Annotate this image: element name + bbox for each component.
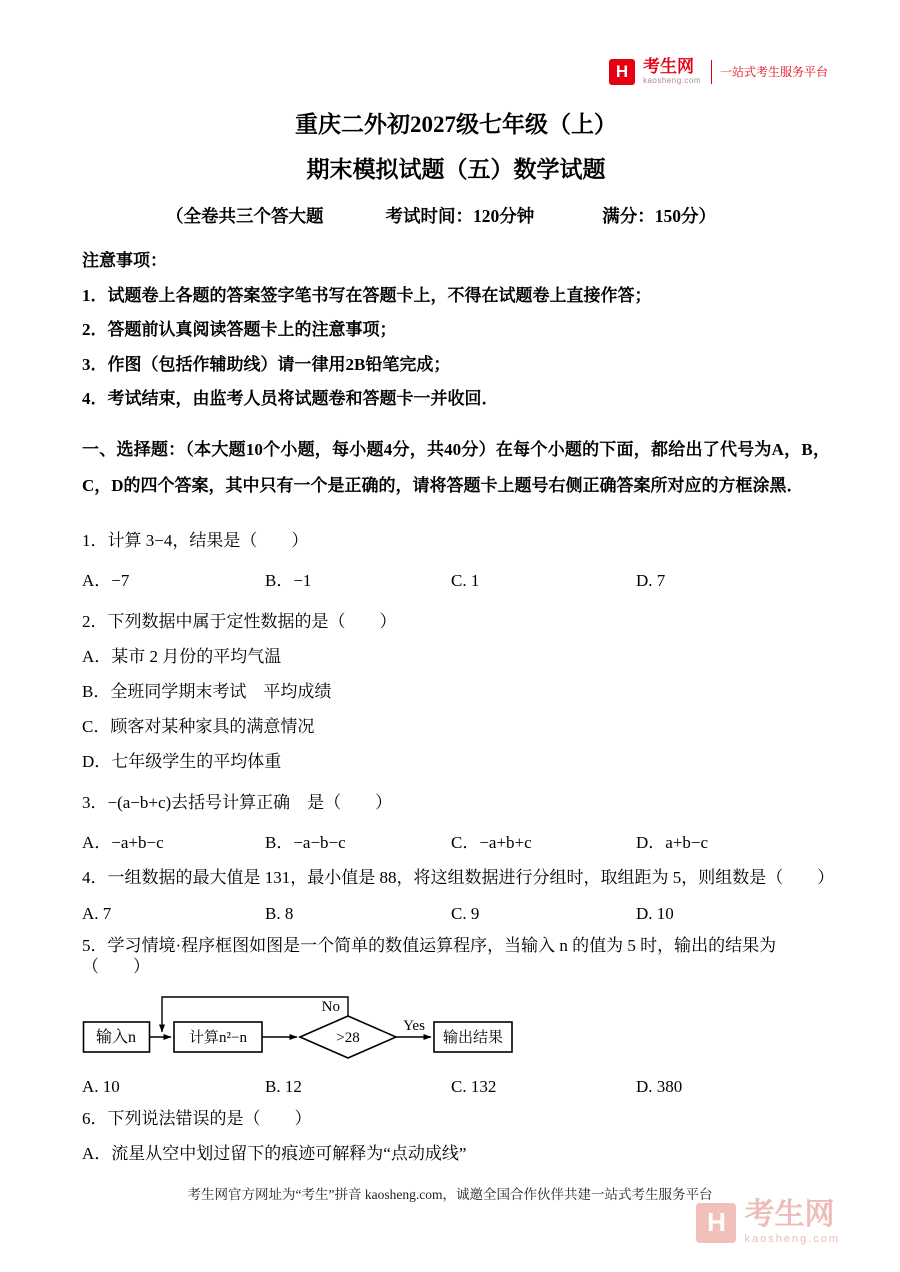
q1-option-b: B．−1: [265, 571, 312, 590]
q1-option-d: D. 7: [636, 571, 666, 590]
kaosheng-logo: [609, 58, 828, 85]
question-1-options: [82, 570, 830, 591]
q5-flowchart: [82, 990, 514, 1068]
q4-option-b: B. 8: [265, 904, 294, 923]
notice-item-1: 1．试题卷上各题的答案签字笔书写在答题卡上，不得在试题卷上直接作答；: [82, 285, 652, 305]
question-3-options: [82, 832, 830, 853]
question-4-stem: 4．一组数据的最大值是 131，最小值是 88，将这组数据进行分组时，取组距为 5，则组数是（ ）: [82, 868, 835, 887]
kaosheng-watermark: [696, 1200, 840, 1245]
question-4-options: [82, 903, 830, 924]
q1-option-c: C. 1: [451, 571, 480, 590]
notice-heading: 注意事项：: [82, 251, 167, 270]
q3-option-b: B．−a−b−c: [265, 833, 346, 852]
q2-option-b: B．全班同学期末考试 平均成绩: [82, 682, 332, 701]
exam-title-line2: 期末模拟试题（五）数学试题: [306, 157, 606, 182]
question-5-stem: 5．学习情境·程序框图如图是一个简单的数值运算程序，当输入 n 的值为 5 时，输出的结果为（ ）: [82, 936, 777, 976]
q4-option-c: C. 9: [451, 904, 480, 923]
q5-option-b: B. 12: [265, 1077, 302, 1096]
exam-meta-line: [82, 206, 830, 227]
question-5-options: [82, 1076, 830, 1097]
flow-yes-label: Yes: [403, 1018, 425, 1034]
watermark-brand-domain: kaosheng.com: [744, 1233, 840, 1245]
q3-option-a: A．−a+b−c: [82, 833, 164, 852]
question-6-stem: 6．下列说法错误的是（ ）: [82, 1109, 312, 1128]
brand-tagline: 一站式考生服务平台: [711, 60, 828, 84]
exam-title-line1: 重庆二外初2027级七年级（上）: [295, 112, 617, 137]
q5-option-d: D. 380: [636, 1077, 683, 1096]
footer-text: 考生网官方网址为“考生”拼音 kaosheng.com，诚邀全国合作伙伴共建一站式考生服务平台: [187, 1187, 713, 1202]
section-one-intro: 一、选择题：（本大题10个小题，每小题4分，共40分）在每个小题的下面，都给出了代号为A，B，C，D的四个答案，其中只有一个是正确的，请将答题卡上题号右侧正确答案所对应的方框涂黑．: [82, 440, 830, 495]
flow-no-loop-line: [162, 997, 348, 1032]
q5-option-a: A. 10: [82, 1077, 120, 1096]
q2-option-a: A．某市 2 月份的平均气温: [82, 647, 282, 666]
flow-input-label: 输入n: [95, 1029, 137, 1046]
q5-option-c: C. 132: [451, 1077, 497, 1096]
question-3-stem: 3．−(a−b+c)去括号计算正确 是（ ）: [82, 793, 393, 812]
q2-option-d: D．七年级学生的平均体重: [82, 752, 282, 771]
notice-item-4: 4．考试结束，由监考人员将试题卷和答题卡一并收回．: [82, 389, 499, 408]
watermark-logo-icon: H: [696, 1203, 736, 1243]
brand-domain: kaosheng.com: [642, 76, 701, 85]
flow-condition-label: >28: [336, 1030, 360, 1046]
flow-output-label: 输出结果: [442, 1030, 504, 1046]
meta-exam-duration: 考试时间：120分钟: [385, 206, 535, 226]
notice-item-3: 3．作图（包括作辅助线）请一律用2B铅笔完成；: [82, 354, 451, 374]
question-1-stem: 1．计算 3−4，结果是（ ）: [82, 531, 309, 550]
q2-option-c: C．顾客对某种家具的满意情况: [82, 717, 315, 736]
watermark-brand-name: 考生网: [744, 1198, 835, 1231]
meta-paper-structure: （全卷共三个答大题: [166, 206, 324, 226]
q4-option-d: D. 10: [636, 904, 674, 923]
brand-name: 考生网: [642, 57, 694, 76]
watermark-text-block: [744, 1200, 840, 1245]
flow-compute-label: 计算n²−n: [189, 1030, 247, 1046]
q3-option-c: C．−a+b+c: [451, 833, 532, 852]
q4-option-a: A. 7: [82, 904, 112, 923]
notice-item-2: 2．答题前认真阅读答题卡上的注意事项；: [82, 320, 397, 339]
meta-full-score: 满分：150分）: [602, 206, 716, 226]
brand-text-block: [643, 58, 701, 85]
question-2-stem: 2．下列数据中属于定性数据的是（ ）: [82, 612, 397, 631]
flow-no-label: No: [321, 999, 340, 1015]
q6-option-a: A．流星从空中划过留下的痕迹可解释为“点动成线”: [82, 1144, 467, 1163]
q3-option-d: D．a+b−c: [636, 833, 709, 852]
kaosheng-logo-icon: H: [609, 59, 635, 85]
q1-option-a: A．−7: [82, 571, 130, 590]
